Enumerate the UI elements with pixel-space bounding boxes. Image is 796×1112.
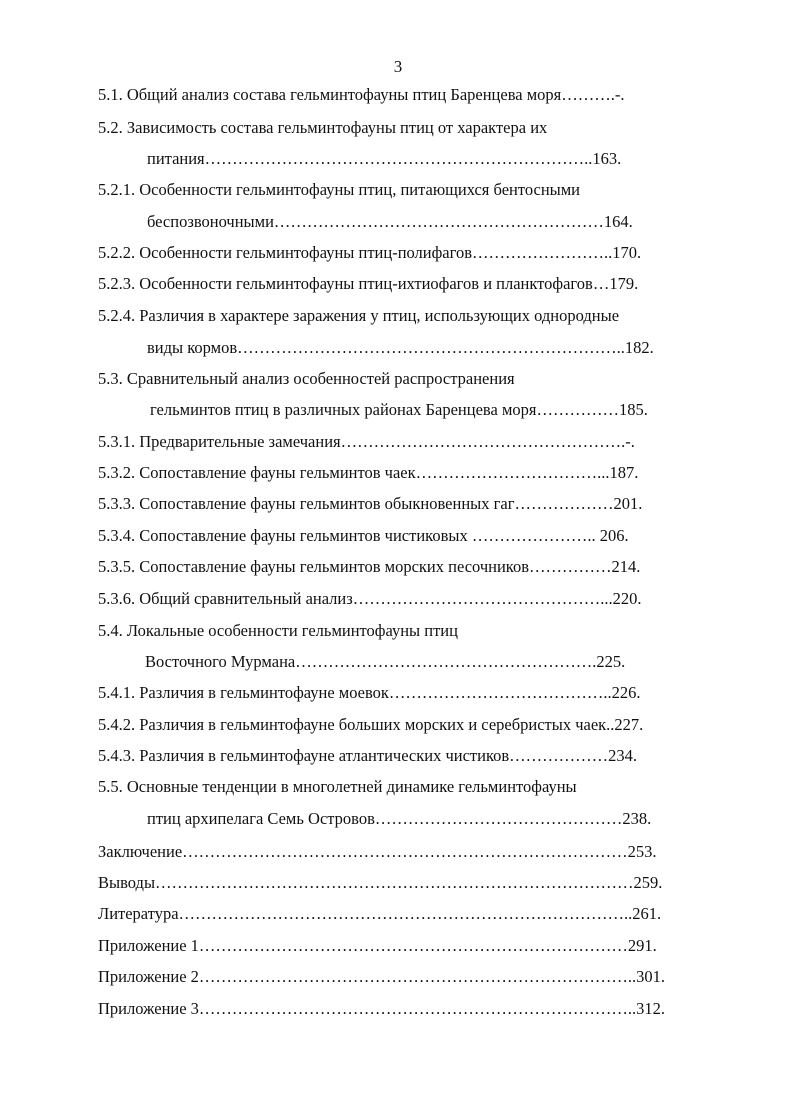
toc-line: 5.4. Локальные особенности гельминтофауны птиц — [98, 621, 458, 640]
toc-line: 5.1. Общий анализ состава гельминтофауны птиц Баренцева моря……….-. — [98, 85, 625, 104]
toc-line: 5.3. Сравнительный анализ особенностей распространения — [98, 369, 515, 388]
toc-line: 5.3.5. Сопоставление фауны гельминтов морских песочников……………214. — [98, 557, 641, 576]
toc-line: 5.3.4. Сопоставление фауны гельминтов чистиковых ………………….. 206. — [98, 526, 629, 545]
toc-line: 5.2.4. Различия в характере заражения у птиц, использующих однородные — [98, 306, 620, 325]
toc-line: Заключение………………………………………………………………………253. — [98, 842, 657, 861]
toc-line: Приложение 2……………………………………………………………………..301. — [98, 967, 666, 986]
toc-line: Литература………………………………………………………………………..261. — [98, 904, 662, 923]
toc-line: 5.4.2. Различия в гельминтофауне больших морских и серебристых чаек..227. — [98, 715, 644, 734]
toc-line: 5.4.1. Различия в гельминтофауне моевок…………………………………..226. — [98, 683, 641, 702]
toc-line: виды кормов……………………………………………………………..182. — [147, 338, 654, 357]
toc-line: Приложение 3……………………………………………………………………..312. — [98, 999, 666, 1018]
page-number: 3 — [393, 57, 403, 76]
toc-line: 5.3.3. Сопоставление фауны гельминтов обыкновенных гаг………………201. — [98, 494, 643, 513]
toc-line: Приложение 1……………………………………………………………………291. — [98, 936, 657, 955]
toc-line: 5.5. Основные тенденции в многолетней динамике гельминтофауны — [98, 777, 577, 796]
toc-line: 5.3.2. Сопоставление фауны гельминтов чаек……………………………...187. — [98, 463, 639, 482]
toc-line: 5.3.6. Общий сравнительный анализ………………………………………...220. — [98, 589, 642, 608]
toc-line: Восточного Мурмана……………………………………………….225. — [145, 652, 626, 671]
toc-line: 5.2. Зависимость состава гельминтофауны птиц от характера их — [98, 118, 548, 137]
toc-line: 5.2.3. Особенности гельминтофауны птиц-ихтиофагов и планктофагов…179. — [98, 274, 639, 293]
toc-line: 5.4.3. Различия в гельминтофауне атлантических чистиков………………234. — [98, 746, 638, 765]
toc-line: 5.3.1. Предварительные замечания…………………………………………….-. — [98, 432, 635, 451]
toc-line: птиц архипелага Семь Островов………………………………………238. — [147, 809, 652, 828]
toc-line: беспозвоночными……………………………………………………164. — [147, 212, 633, 231]
toc-line: Выводы……………………………………………………………………………259. — [98, 873, 663, 892]
toc-line: 5.2.1. Особенности гельминтофауны птиц, питающихся бентосными — [98, 180, 581, 199]
toc-line: 5.2.2. Особенности гельминтофауны птиц-полифагов……………………..170. — [98, 243, 642, 262]
toc-line: гельминтов птиц в различных районах Баренцева моря……………185. — [150, 400, 648, 419]
toc-line: питания……………………………………………………………..163. — [147, 149, 622, 168]
